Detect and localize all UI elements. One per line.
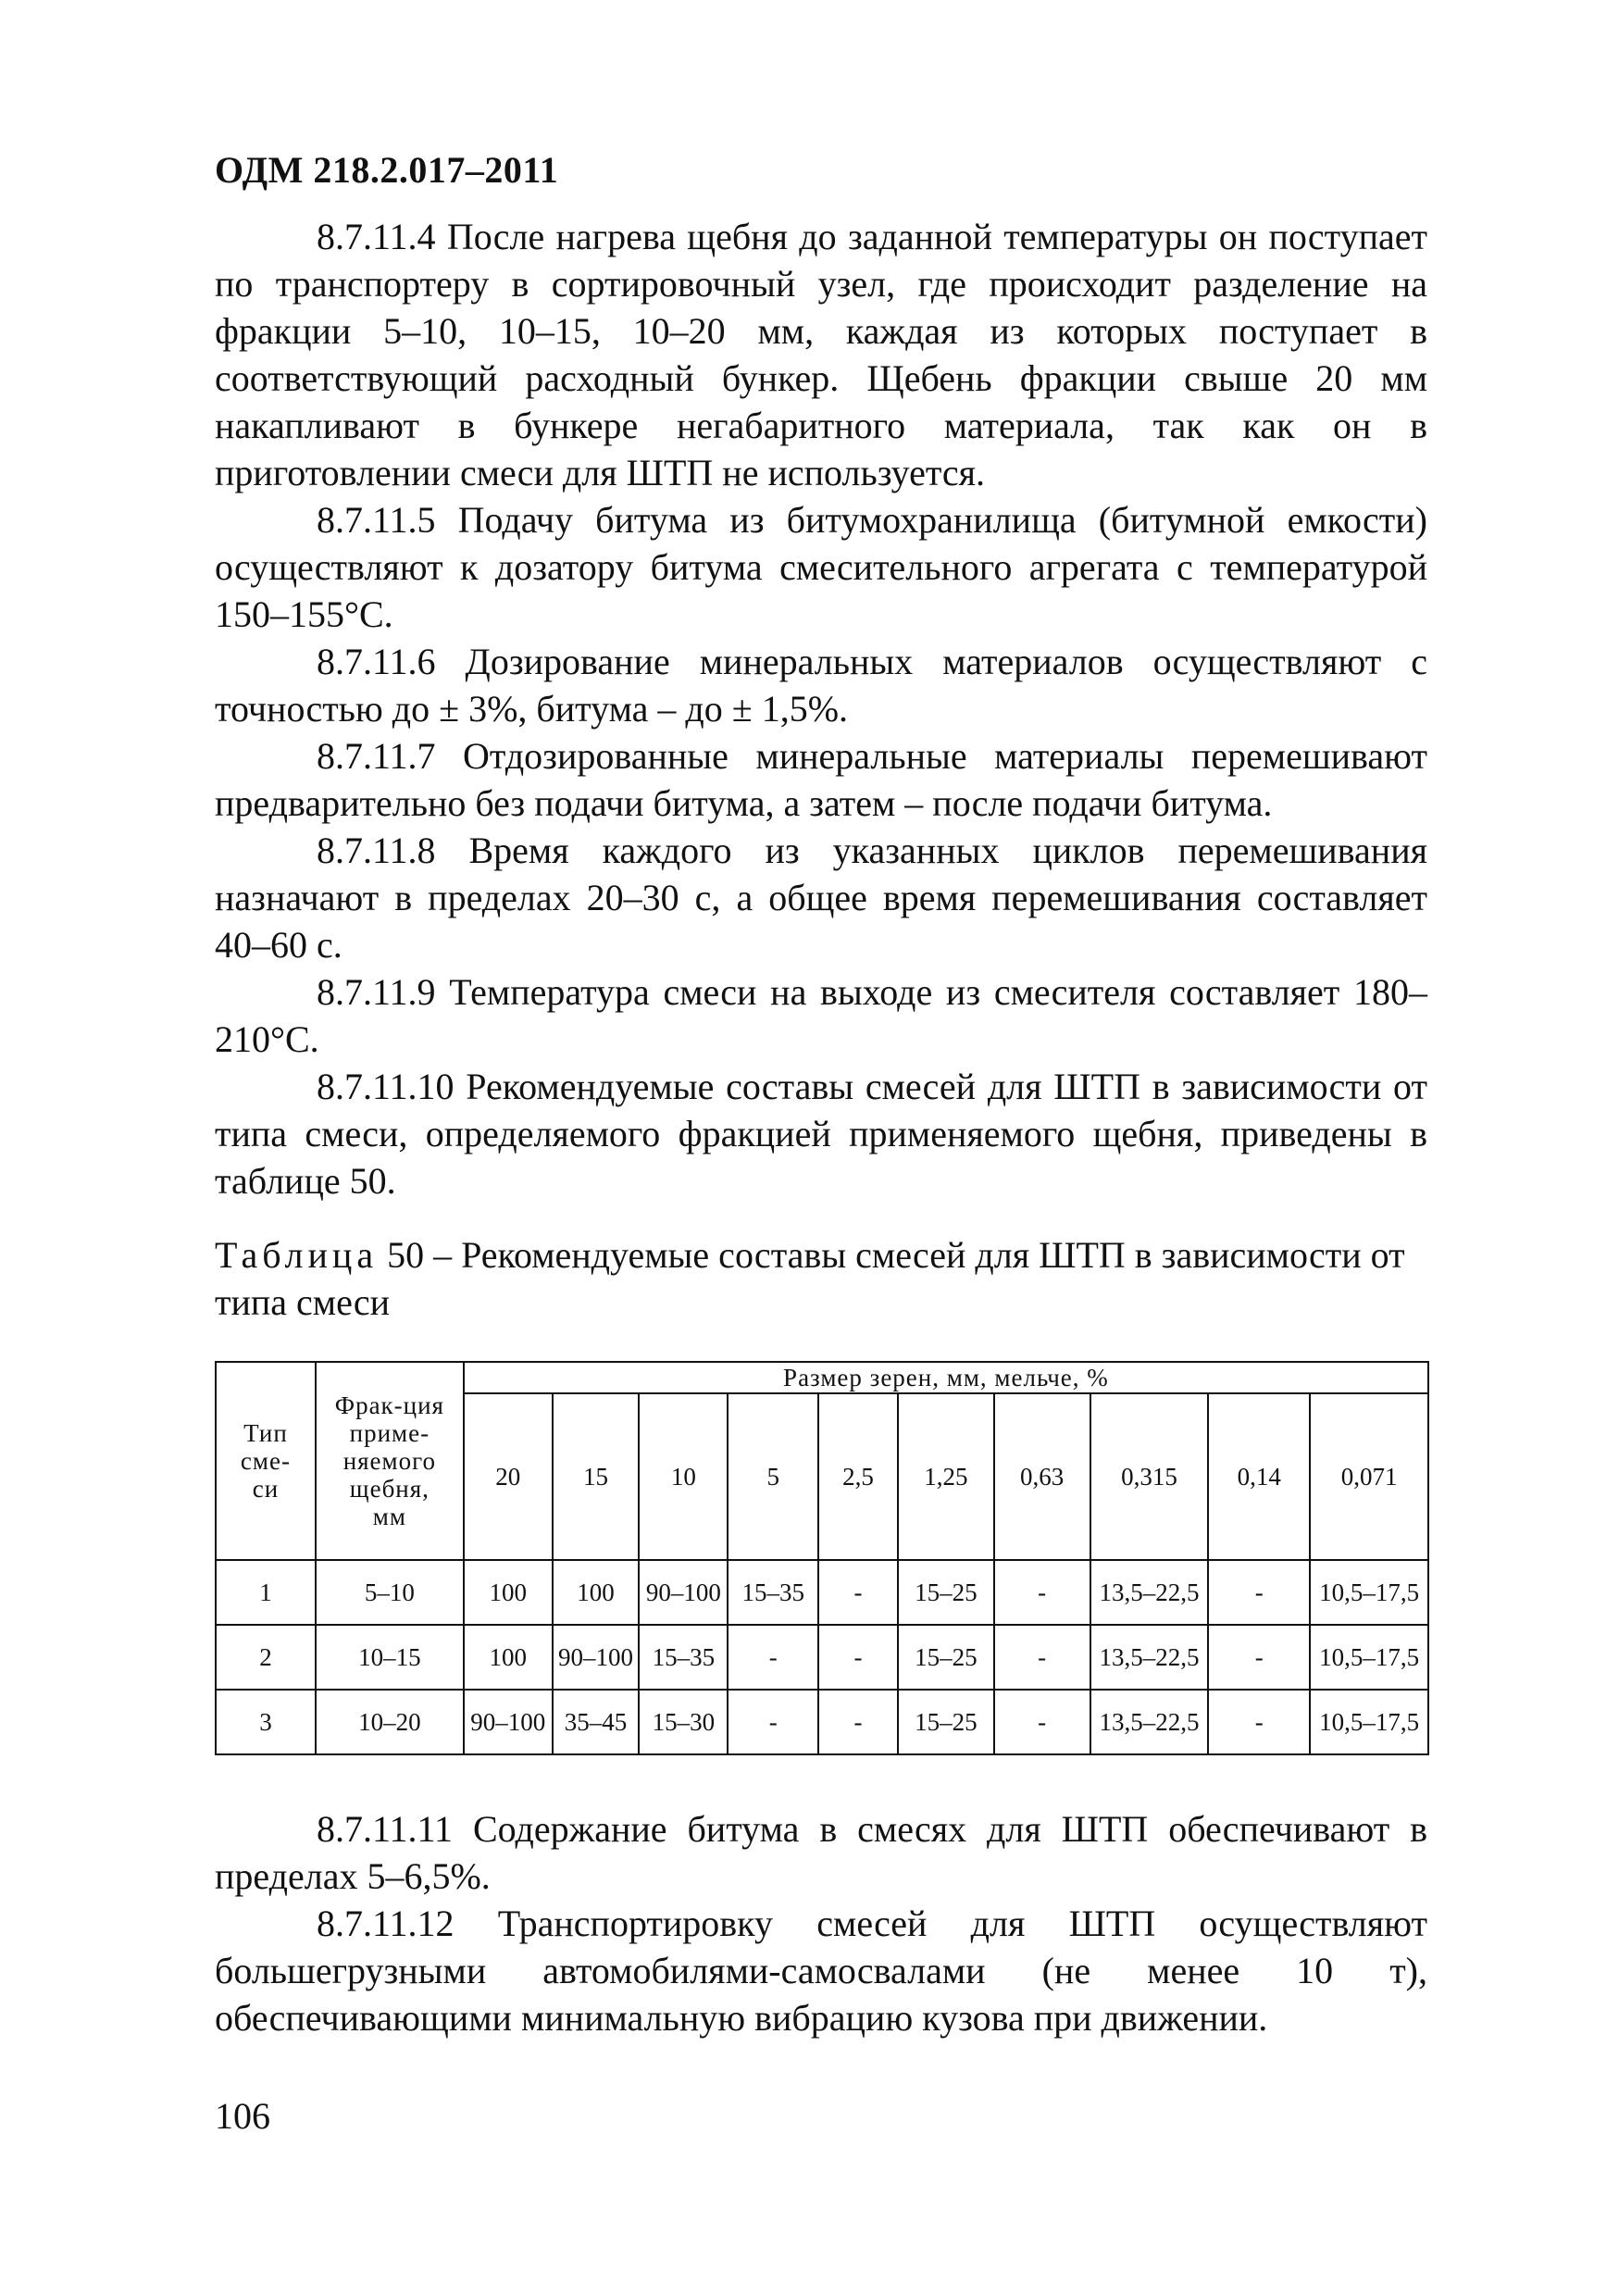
cell-value: - [1208,1625,1310,1690]
cell-value: 35–45 [553,1690,640,1754]
header-mix-type: Тип сме-си [216,1362,316,1560]
cell-value: 90–100 [553,1625,640,1690]
table-caption-label: Таблица [215,1234,379,1276]
header-size: 0,14 [1208,1393,1310,1560]
paragraph-8-7-11-12: 8.7.11.12 Транспортировку смесей для ШТП осуществляют большегрузными автомобилями-самосвалами (не менее 10 т), обеспечивающими минимальную вибрацию кузова при движении. [215,1903,1427,2039]
cell-value: 10,5–17,5 [1310,1625,1428,1690]
paragraph-8-7-11-7: 8.7.11.7 Отдозированные минеральные материалы перемешивают предварительно без подачи битума, а затем – после подачи битума. [215,735,1427,824]
cell-value: - [1208,1690,1310,1754]
header-size: 0,315 [1090,1393,1209,1560]
cell-value: 10,5–17,5 [1310,1560,1428,1625]
header-size: 10 [639,1393,728,1560]
header-size: 20 [464,1393,553,1560]
page-number: 106 [215,2095,270,2137]
cell-value: - [818,1560,898,1625]
cell-value: - [994,1690,1090,1754]
cell-value: 15–35 [728,1560,818,1625]
header-size: 0,63 [994,1393,1090,1560]
paragraph-8-7-11-9: 8.7.11.9 Температура смеси на выходе из смесителя составляет 180–210°С. [215,971,1427,1060]
paragraph-8-7-11-10: 8.7.11.10 Рекомендуемые составы смесей для ШТП в зависимости от типа смеси, определяемого фракцией применяемого щебня, приведены в таблице 50. [215,1066,1427,1202]
cell-value: - [728,1625,818,1690]
cell-value: 13,5–22,5 [1090,1560,1209,1625]
header-fraction: Фрак-ция приме-няемого щебня, мм [316,1362,464,1560]
cell-value: 15–25 [898,1690,994,1754]
cell-value: 100 [553,1560,640,1625]
paragraph-8-7-11-6: 8.7.11.6 Дозирование минеральных материалов осуществляют с точностью до ± 3%, битума – до ± 1,5%. [215,641,1427,730]
header-size: 5 [728,1393,818,1560]
cell-value: - [818,1625,898,1690]
table-caption-text: 50 – Рекомендуемые составы смесей для ШТП в зависимости от типа смеси [215,1234,1405,1323]
cell-value: 15–35 [639,1625,728,1690]
header-size: 2,5 [818,1393,898,1560]
cell-type: 1 [216,1560,316,1625]
paragraph-8-7-11-4: 8.7.11.4 После нагрева щебня до заданной температуры он поступает по транспортеру в сортировочный узел, где происходит разделение на фракции 5–10, 10–15, 10–20 мм, каждая из которых поступает в соответствующий расходный бункер. Щебень фракции свыше 20 мм накапливают в бункере негабаритного материала, так как он в приготовлении смеси для ШТП не используется. [215,216,1427,493]
cell-value: 13,5–22,5 [1090,1625,1209,1690]
cell-fraction: 10–15 [316,1625,464,1690]
cell-value: 15–25 [898,1560,994,1625]
paragraph-8-7-11-8: 8.7.11.8 Время каждого из указанных циклов перемешивания назначают в пределах 20–30 с, а общее время перемешивания составляет 40–60 с. [215,830,1427,966]
header-grain-size: Размер зерен, мм, мельче, % [464,1362,1428,1393]
table-row [216,1625,1428,1690]
cell-value: 90–100 [639,1560,728,1625]
cell-fraction: 10–20 [316,1690,464,1754]
cell-type: 2 [216,1625,316,1690]
document-code-header: ОДМ 218.2.017–2011 [215,149,559,191]
paragraph-8-7-11-5: 8.7.11.5 Подачу битума из битумохранилища (битумной емкости) осуществляют к дозатору битума смесительного агрегата с температурой 150–155°С. [215,499,1427,635]
cell-type: 3 [216,1690,316,1754]
cell-value: 100 [464,1560,553,1625]
cell-value: 90–100 [464,1690,553,1754]
cell-value: - [1208,1560,1310,1625]
cell-value: 15–25 [898,1625,994,1690]
cell-value: 10,5–17,5 [1310,1690,1428,1754]
cell-value: - [728,1690,818,1754]
cell-value: - [994,1625,1090,1690]
header-size: 0,071 [1310,1393,1428,1560]
header-size: 15 [553,1393,640,1560]
table-row [216,1690,1428,1754]
paragraph-8-7-11-11: 8.7.11.11 Содержание битума в смесях для ШТП обеспечивают в пределах 5–6,5%. [215,1808,1427,1897]
body-text [215,213,1427,1204]
table-caption [215,1231,1427,1326]
cell-value: - [818,1690,898,1754]
mix-composition-table [215,1361,1429,1755]
cell-fraction: 5–10 [316,1560,464,1625]
cell-value: 100 [464,1625,553,1690]
header-size: 1,25 [898,1393,994,1560]
cell-value: - [994,1560,1090,1625]
table-row [216,1560,1428,1625]
body-text-after-table [215,1805,1427,2041]
cell-value: 15–30 [639,1690,728,1754]
cell-value: 13,5–22,5 [1090,1690,1209,1754]
